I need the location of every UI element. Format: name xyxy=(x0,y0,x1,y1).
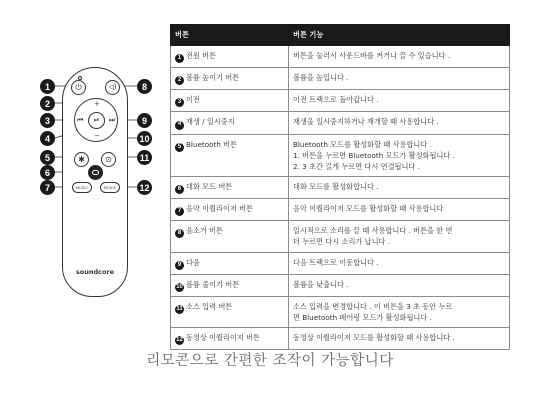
function-line: Bluetooth 모드를 활성화할 때 사용합니다 . xyxy=(293,139,432,149)
row-number-badge: 9 xyxy=(175,261,184,270)
button-name-cell xyxy=(171,252,289,274)
table-row xyxy=(171,274,510,296)
function-line: 1. 버튼을 누르면 Bluetooth 모드가 활성화됩니다 . xyxy=(293,150,455,160)
row-number-badge: 10 xyxy=(175,283,184,292)
button-function-cell xyxy=(289,46,510,68)
table-row xyxy=(171,296,510,327)
callout-3: 3 xyxy=(40,113,55,128)
button-name-cell xyxy=(171,112,289,134)
play-pause-button[interactable] xyxy=(88,112,105,129)
button-function-cell xyxy=(289,274,510,296)
button-name: 소스 입력 버튼 xyxy=(186,301,233,311)
function-line: 면 Bluetooth 페어링 모드가 활성화됩니다 . xyxy=(293,313,432,323)
callout-10: 10 xyxy=(137,131,152,146)
brand-logo: soundcore xyxy=(75,268,115,276)
button-name-cell xyxy=(171,68,289,90)
remote-control xyxy=(62,67,128,297)
button-name: 동영상 이퀄라이저 버튼 xyxy=(186,333,261,343)
function-line: 재생을 일시중지하거나 재개할 때 사용합니다 . xyxy=(293,117,439,127)
callout-4: 4 xyxy=(40,131,55,146)
button-function-cell xyxy=(289,112,510,134)
function-line: 다음 트랙으로 이동합니다 . xyxy=(293,257,379,267)
table-row xyxy=(171,112,510,134)
button-function-cell xyxy=(289,221,510,252)
function-line: 버튼을 눌러서 사운드바를 켜거나 끌 수 있습니다 . xyxy=(293,51,451,60)
row-number-badge: 2 xyxy=(175,76,184,85)
row-number-badge: 12 xyxy=(175,336,184,345)
navigation-pad xyxy=(74,98,118,142)
button-name-cell xyxy=(171,296,289,327)
row-number-badge: 7 xyxy=(175,207,184,216)
button-name: 대화 모드 버튼 xyxy=(186,182,233,192)
function-line: 더 누르면 다시 소리가 납니다 . xyxy=(293,237,391,247)
button-function-cell xyxy=(289,199,510,221)
function-line: 이전 트랙으로 돌아갑니다 . xyxy=(293,95,379,105)
callout-12: 12 xyxy=(137,180,152,195)
row-number-badge: 1 xyxy=(175,54,184,63)
table-row xyxy=(171,46,510,68)
callout-2: 2 xyxy=(40,96,55,111)
function-line: 소스 입력을 변경합니다 . 이 버튼을 3 초 동안 누르 xyxy=(293,301,453,311)
row-number-badge: 11 xyxy=(175,305,184,314)
button-name: 전원 버튼 xyxy=(186,51,217,60)
table-row xyxy=(171,199,510,221)
source-button[interactable] xyxy=(101,152,116,167)
function-line: 음악 이퀄라이저 모드를 활성화할 때 사용합니다 xyxy=(293,204,444,214)
button-function-table xyxy=(170,24,510,350)
column-header-button: 버튼 xyxy=(171,25,289,46)
callout-9: 9 xyxy=(137,113,152,128)
row-number-badge: 8 xyxy=(175,229,184,238)
button-name: 음소거 버튼 xyxy=(186,226,224,236)
button-function-cell xyxy=(289,90,510,112)
table-header-row xyxy=(171,25,510,46)
bluetooth-icon: ✱ xyxy=(78,154,85,164)
callout-7: 7 xyxy=(40,180,55,195)
volume-down-button[interactable]: − xyxy=(94,132,100,140)
column-header-function: 버튼 기능 xyxy=(289,25,510,46)
callout-11: 11 xyxy=(137,150,152,165)
source-icon: ⊙ xyxy=(105,154,112,164)
table-row xyxy=(171,177,510,199)
function-line: 볼륨을 낮춥니다 . xyxy=(293,279,349,289)
button-name: 볼륨 높이기 버튼 xyxy=(186,73,240,83)
caption: 리모콘으로 간편한 조작이 가능합니다 xyxy=(146,353,394,369)
function-line: 동영상 이퀄라이저 모드를 활성화할 때 사용합니다 . xyxy=(293,333,455,343)
speech-bubble-icon xyxy=(92,170,99,175)
row-number-badge: 5 xyxy=(175,143,184,152)
row-number-badge: 6 xyxy=(175,185,184,194)
button-name-cell xyxy=(171,46,289,68)
mute-button[interactable] xyxy=(105,80,120,95)
table-row xyxy=(171,221,510,252)
button-name: Bluetooth 버튼 xyxy=(186,139,238,149)
row-number-badge: 3 xyxy=(175,98,184,107)
play-pause-icon: ⏯ xyxy=(93,116,100,124)
power-icon: ⏻ xyxy=(75,82,82,92)
button-name-cell xyxy=(171,328,289,350)
dialogue-mode-button[interactable] xyxy=(88,165,103,180)
callout-6: 6 xyxy=(40,165,55,180)
button-name-cell xyxy=(171,274,289,296)
button-name: 볼륨 줄이기 버튼 xyxy=(186,279,240,289)
table-row xyxy=(171,134,510,176)
row-number-badge: 4 xyxy=(175,121,184,130)
button-name: 다음 xyxy=(186,257,200,267)
function-line: 볼륨을 높입니다 . xyxy=(293,73,349,83)
music-eq-button[interactable]: MUSIC xyxy=(72,182,92,193)
button-function-cell xyxy=(289,134,510,176)
movie-eq-button[interactable]: MOVIE xyxy=(100,182,120,193)
button-name-cell xyxy=(171,134,289,176)
volume-up-button[interactable]: + xyxy=(94,100,100,108)
table-body xyxy=(171,46,510,350)
button-name: 이전 xyxy=(186,95,200,105)
function-line: 일시적으로 소리를 끌 때 사용합니다 . 버튼을 한 번 xyxy=(293,226,453,236)
callout-8: 8 xyxy=(137,79,152,94)
function-line: 대화 모드를 활성화합니다 . xyxy=(293,182,379,192)
button-function-cell xyxy=(289,68,510,90)
next-button[interactable]: ⏭ xyxy=(109,116,116,124)
button-function-cell xyxy=(289,296,510,327)
bluetooth-button[interactable] xyxy=(74,152,89,167)
table-row xyxy=(171,68,510,90)
callout-1: 1 xyxy=(40,79,55,94)
table-row xyxy=(171,90,510,112)
button-name-cell xyxy=(171,177,289,199)
power-button[interactable] xyxy=(71,80,86,95)
button-name-cell xyxy=(171,199,289,221)
button-function-cell xyxy=(289,328,510,350)
button-function-cell xyxy=(289,252,510,274)
callout-5: 5 xyxy=(40,150,55,165)
button-name: 음악 이퀄라이저 버튼 xyxy=(186,204,254,214)
function-line: 2. 3 초간 길게 누르면 다시 연결됩니다 . xyxy=(293,161,420,171)
button-name: 재생 / 일시중지 xyxy=(186,117,235,127)
previous-button[interactable]: ⏮ xyxy=(77,116,84,124)
table-row xyxy=(171,328,510,350)
button-function-cell xyxy=(289,177,510,199)
button-name-cell xyxy=(171,90,289,112)
table-row xyxy=(171,252,510,274)
button-name-cell xyxy=(171,221,289,252)
speaker-icon: ◁) xyxy=(108,83,117,91)
